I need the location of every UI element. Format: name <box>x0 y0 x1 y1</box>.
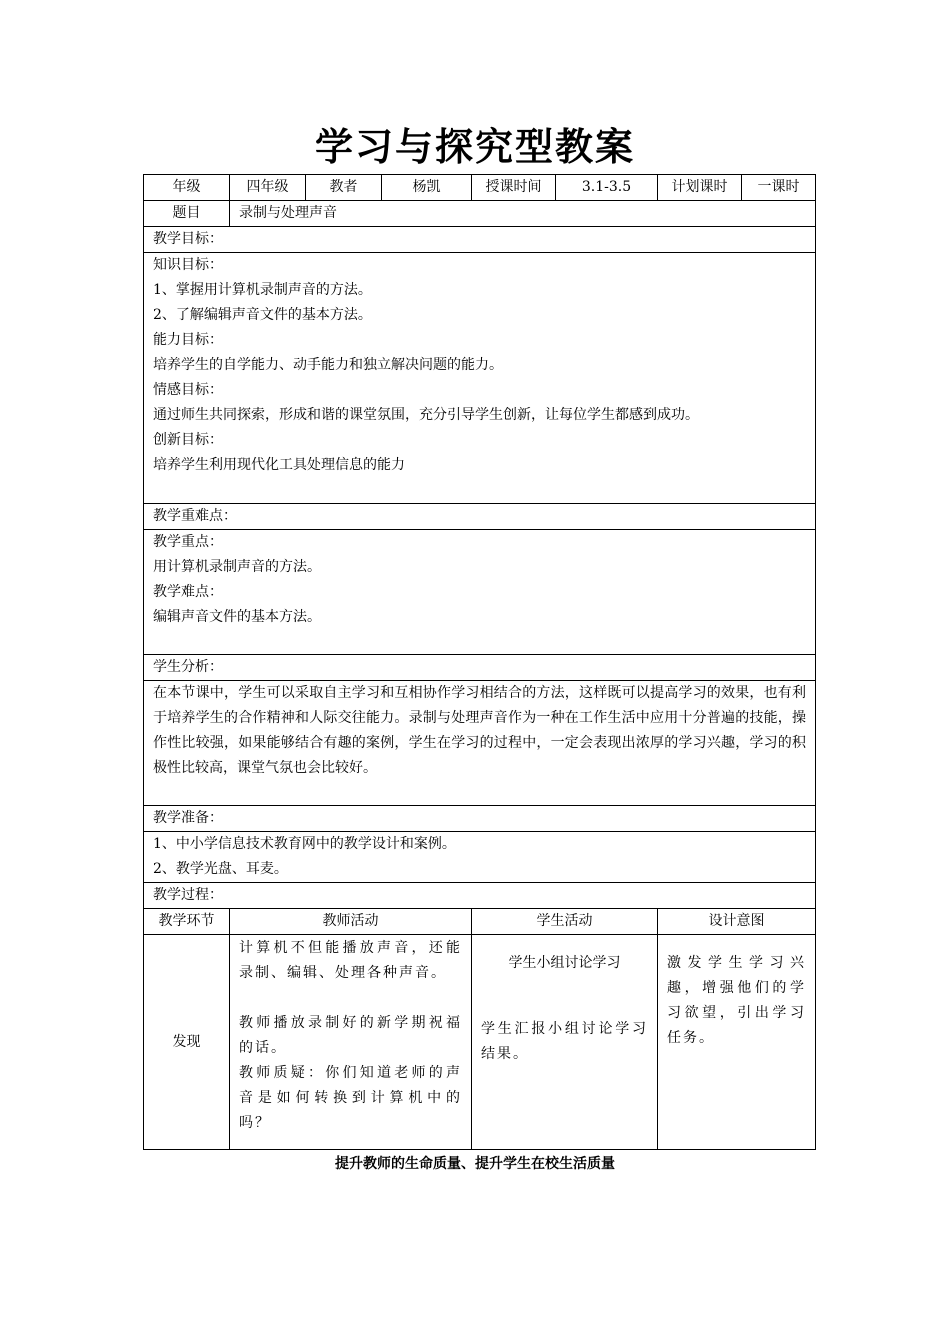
topic-row <box>144 201 816 227</box>
analysis-heading: 学生分析： <box>144 655 816 681</box>
key-point-line: 教学重点： <box>153 534 223 550</box>
student-activity-1: 学生小组讨论学习 <box>508 955 621 971</box>
date-label: 授课时间 <box>472 175 556 201</box>
key-points-body <box>144 530 816 655</box>
key-point-line: 教学难点： <box>153 584 223 600</box>
objective-line: 创新目标： <box>153 432 223 448</box>
student-activity-2: 学生汇报小组讨论学习结果。 <box>481 1021 648 1062</box>
analysis-body <box>144 681 816 806</box>
key-point-line: 用计算机录制声音的方法。 <box>153 559 321 575</box>
grade-label: 年级 <box>144 175 230 201</box>
teacher-activity-cell <box>230 935 472 1150</box>
objective-line: 能力目标： <box>153 332 223 348</box>
objective-line: 通过师生共同探索，形成和谐的课堂氛围，充分引导学生创新，让每位学生都感到成功。 <box>153 407 699 423</box>
process-column-headers <box>144 909 816 935</box>
teacher-activity-2: 教师播放录制好的新学期祝福的话。 <box>239 1015 462 1056</box>
col-teacher-header: 教师活动 <box>230 909 472 935</box>
objectives-body <box>144 253 816 504</box>
design-intent-text: 激发学生学习兴趣，增强他们的学习欲望，引出学习任务。 <box>667 955 806 1046</box>
topic-value: 录制与处理声音 <box>230 201 816 227</box>
stage-cell: 发现 <box>144 935 230 1150</box>
design-intent-cell <box>658 935 816 1150</box>
objective-line: 培养学生利用现代化工具处理信息的能力 <box>153 457 405 473</box>
student-activity-cell <box>472 935 658 1150</box>
page-title: 学习与探究型教案 <box>314 125 635 169</box>
objective-line: 培养学生的自学能力、动手能力和独立解决问题的能力。 <box>153 357 503 373</box>
table-row <box>144 935 816 1150</box>
col-intent-header: 设计意图 <box>658 909 816 935</box>
teacher-label: 教者 <box>306 175 382 201</box>
date-value: 3.1-3.5 <box>556 175 658 201</box>
analysis-text: 在本节课中，学生可以采取自主学习和互相协作学习相结合的方法，这样既可以提高学习的效果，也有利于培养学生的合作精神和人际交往能力。录制与处理声音作为一种在工作生活中应用十分普遍的技能，操作性比较强，如果能够结合有趣的案例，学生在学习的过程中，一定会表现出浓厚的学习兴趣，学习的积极性比较高，课堂气氛也会比较好。 <box>153 685 806 776</box>
objective-line: 1、掌握用计算机录制声音的方法。 <box>153 282 372 298</box>
objective-line: 情感目标： <box>153 382 223 398</box>
col-student-header: 学生活动 <box>472 909 658 935</box>
preparation-line: 1、中小学信息技术教育网中的教学设计和案例。 <box>153 836 456 852</box>
info-row <box>144 175 816 201</box>
objective-line: 知识目标： <box>153 257 223 273</box>
period-value: 一课时 <box>742 175 816 201</box>
period-label: 计划课时 <box>658 175 742 201</box>
teacher-activity-3: 教师质疑：你们知道老师的声音是如何转换到计算机中的吗？ <box>239 1065 462 1131</box>
teacher-value: 杨凯 <box>382 175 472 201</box>
grade-value: 四年级 <box>230 175 306 201</box>
footer-slogan: 提升教师的生命质量、提升学生在校生活质量 <box>335 1156 615 1172</box>
key-points-heading: 教学重难点： <box>144 504 816 530</box>
process-heading: 教学过程： <box>144 883 816 909</box>
objectives-heading: 教学目标： <box>144 227 816 253</box>
col-stage-header: 教学环节 <box>144 909 230 935</box>
key-point-line: 编辑声音文件的基本方法。 <box>153 609 321 625</box>
preparation-body <box>144 832 816 883</box>
lesson-plan-table <box>143 174 816 1150</box>
topic-label: 题目 <box>144 201 230 227</box>
teacher-activity-1: 计算机不但能播放声音，还能录制、编辑、处理各种声音。 <box>239 940 462 981</box>
objective-line: 2、了解编辑声音文件的基本方法。 <box>153 307 372 323</box>
preparation-heading: 教学准备： <box>144 806 816 832</box>
preparation-line: 2、教学光盘、耳麦。 <box>153 861 288 877</box>
